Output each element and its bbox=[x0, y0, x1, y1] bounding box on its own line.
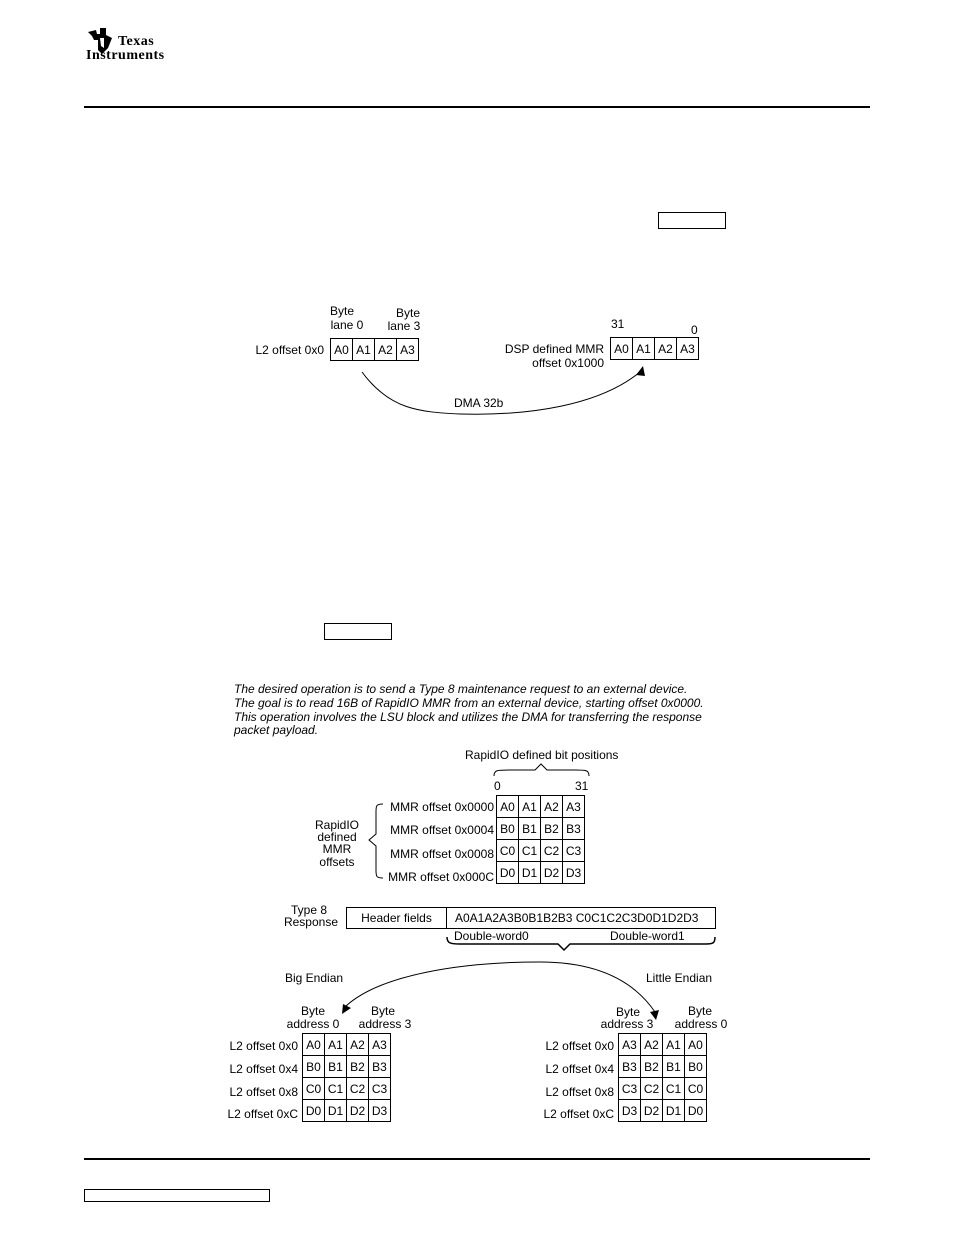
mmr-row-label: MMR offset 0x000C bbox=[388, 870, 494, 884]
grid-cell: A0 bbox=[685, 1034, 707, 1056]
grid-cell: A1 bbox=[325, 1034, 347, 1056]
be-byte-addr3-1: Byte bbox=[370, 1004, 395, 1018]
grid-cell: D2 bbox=[347, 1100, 369, 1122]
payload-label: A0A1A2A3B0B1B2B3 C0C1C2C3D0D1D2D3 bbox=[455, 911, 699, 925]
bit-positions-title: RapidIO defined bit positions bbox=[465, 748, 619, 762]
grid-cell: A0 bbox=[331, 339, 353, 361]
grid-cell: A3 bbox=[369, 1034, 391, 1056]
grid-cell: A3 bbox=[563, 796, 585, 818]
grid-cell: A1 bbox=[353, 339, 375, 361]
logo-line2: Instruments bbox=[86, 48, 165, 63]
bit31-label: 31 bbox=[611, 317, 625, 331]
be-byte-addr3-2: address 3 bbox=[358, 1017, 412, 1031]
grid-cell: B3 bbox=[619, 1056, 641, 1078]
grid-cell: D0 bbox=[303, 1100, 325, 1122]
be-row-label: L2 offset 0x4 bbox=[229, 1062, 298, 1076]
grid-cell: C0 bbox=[685, 1078, 707, 1100]
grid-cell: C3 bbox=[369, 1078, 391, 1100]
grid-cell: B0 bbox=[685, 1056, 707, 1078]
logo-line1: Texas bbox=[118, 34, 155, 49]
little-endian-grid bbox=[618, 1033, 707, 1122]
le-byte-addr3-2: address 3 bbox=[600, 1017, 654, 1031]
le-byte-addr0-2: address 0 bbox=[674, 1017, 728, 1031]
le-row-label: L2 offset 0xC bbox=[543, 1107, 614, 1121]
grid-cell: B0 bbox=[303, 1056, 325, 1078]
l2-offset-label: L2 offset 0x0 bbox=[255, 343, 324, 357]
bit31-label: 31 bbox=[575, 779, 589, 793]
grid-cell: C2 bbox=[641, 1078, 663, 1100]
grid-cell: B1 bbox=[325, 1056, 347, 1078]
grid-cell: A2 bbox=[641, 1034, 663, 1056]
byte-lane0-label-2: lane 0 bbox=[330, 318, 364, 332]
grid-cell: D2 bbox=[541, 862, 563, 884]
byte-lane0-label-1: Byte bbox=[329, 304, 354, 318]
grid-cell: A2 bbox=[655, 338, 677, 360]
grid-cell: C2 bbox=[347, 1078, 369, 1100]
bit0-label: 0 bbox=[494, 779, 501, 793]
rapidio-label-4: offsets bbox=[319, 855, 355, 869]
note-line-4: packet payload. bbox=[234, 723, 319, 737]
grid-cell: C3 bbox=[563, 840, 585, 862]
rapidio-label-1: RapidIO bbox=[314, 818, 360, 832]
grid-cell: A2 bbox=[541, 796, 563, 818]
grid-cell: D3 bbox=[563, 862, 585, 884]
grid-cell: A1 bbox=[519, 796, 541, 818]
grid-cell: A3 bbox=[397, 339, 419, 361]
mmr-grid bbox=[496, 795, 585, 884]
grid-cell: B0 bbox=[497, 818, 519, 840]
grid-cell: B2 bbox=[347, 1056, 369, 1078]
grid-cell: B1 bbox=[519, 818, 541, 840]
grid-cell: A2 bbox=[347, 1034, 369, 1056]
grid-cell: A1 bbox=[663, 1034, 685, 1056]
grid-cell: C0 bbox=[497, 840, 519, 862]
grid-cell: D3 bbox=[619, 1100, 641, 1122]
grid-cell: B3 bbox=[369, 1056, 391, 1078]
be-byte-addr0-2: address 0 bbox=[286, 1017, 340, 1031]
mmr-row-label: MMR offset 0x0008 bbox=[390, 847, 494, 861]
grid-cell: B1 bbox=[663, 1056, 685, 1078]
grid-cell: D0 bbox=[497, 862, 519, 884]
grid-cell: A0 bbox=[611, 338, 633, 360]
footer-rule bbox=[84, 1158, 870, 1160]
byte-lane3-label-1: Byte bbox=[395, 306, 420, 320]
grid-cell: D3 bbox=[369, 1100, 391, 1122]
little-endian-label: Little Endian bbox=[646, 971, 713, 985]
big-endian-label: Big Endian bbox=[285, 971, 344, 985]
grid-cell: C1 bbox=[325, 1078, 347, 1100]
grid-cell: C1 bbox=[663, 1078, 685, 1100]
type8-label-1: Type 8 bbox=[290, 903, 328, 917]
le-byte-addr0-1: Byte bbox=[687, 1004, 712, 1018]
grid-cell: A2 bbox=[375, 339, 397, 361]
rapidio-label-2: defined bbox=[317, 830, 357, 844]
grid-cell: B2 bbox=[641, 1056, 663, 1078]
be-byte-addr0-1: Byte bbox=[300, 1004, 325, 1018]
dsp-mmr-label-2: offset 0x1000 bbox=[532, 356, 604, 370]
dma-arrow-label: DMA 32b bbox=[454, 396, 504, 410]
grid-cell: C0 bbox=[303, 1078, 325, 1100]
grid-cell: A0 bbox=[303, 1034, 325, 1056]
be-row-label: L2 offset 0xC bbox=[227, 1107, 298, 1121]
rapidio-label-3: MMR bbox=[322, 842, 352, 856]
grid-cell: D2 bbox=[641, 1100, 663, 1122]
le-byte-addr3-1: Byte bbox=[615, 1005, 640, 1019]
grid-cell: C2 bbox=[541, 840, 563, 862]
grid-cell: D1 bbox=[325, 1100, 347, 1122]
grid-cell: A1 bbox=[633, 338, 655, 360]
type8-label-2: Response bbox=[283, 915, 339, 929]
note-line-1: The desired operation is to send a Type 8 maintenance request to an external device. bbox=[234, 682, 688, 696]
byte-lane3-label-2: lane 3 bbox=[387, 319, 421, 333]
bit0-label: 0 bbox=[691, 323, 698, 337]
header-fields-cell bbox=[347, 908, 447, 928]
response-packet bbox=[346, 907, 716, 929]
note-line-3: This operation involves the LSU block and utilizes the DMA for transferring the response bbox=[234, 710, 702, 724]
dsp-mmr-label-1: DSP defined MMR bbox=[504, 342, 604, 356]
note-line-2: The goal is to read 16B of RapidIO MMR from an external device, starting offset 0x0000. bbox=[234, 696, 704, 710]
mmr-row-label: MMR offset 0x0004 bbox=[390, 823, 494, 837]
grid-cell: D1 bbox=[663, 1100, 685, 1122]
le-row-label: L2 offset 0x4 bbox=[545, 1062, 614, 1076]
grid-cell: C1 bbox=[519, 840, 541, 862]
grid-cell: D1 bbox=[519, 862, 541, 884]
grid-cell: A0 bbox=[497, 796, 519, 818]
grid-cell: B3 bbox=[563, 818, 585, 840]
double-word1-label: Double-word1 bbox=[610, 929, 685, 943]
grid-cell: A3 bbox=[677, 338, 699, 360]
grid-cell: A3 bbox=[619, 1034, 641, 1056]
double-word0-label: Double-word0 bbox=[454, 929, 529, 943]
be-row-label: L2 offset 0x8 bbox=[229, 1085, 298, 1099]
big-endian-grid bbox=[302, 1033, 391, 1122]
grid-cell: B2 bbox=[541, 818, 563, 840]
mmr-row-label: MMR offset 0x0000 bbox=[390, 800, 494, 814]
le-row-label: L2 offset 0x8 bbox=[545, 1085, 614, 1099]
grid-cell: D0 bbox=[685, 1100, 707, 1122]
be-row-label: L2 offset 0x0 bbox=[229, 1039, 298, 1053]
le-row-label: L2 offset 0x0 bbox=[545, 1039, 614, 1053]
header-fields-label: Header fields bbox=[361, 911, 432, 925]
footer-link-box[interactable] bbox=[84, 1189, 270, 1202]
grid-cell: C3 bbox=[619, 1078, 641, 1100]
